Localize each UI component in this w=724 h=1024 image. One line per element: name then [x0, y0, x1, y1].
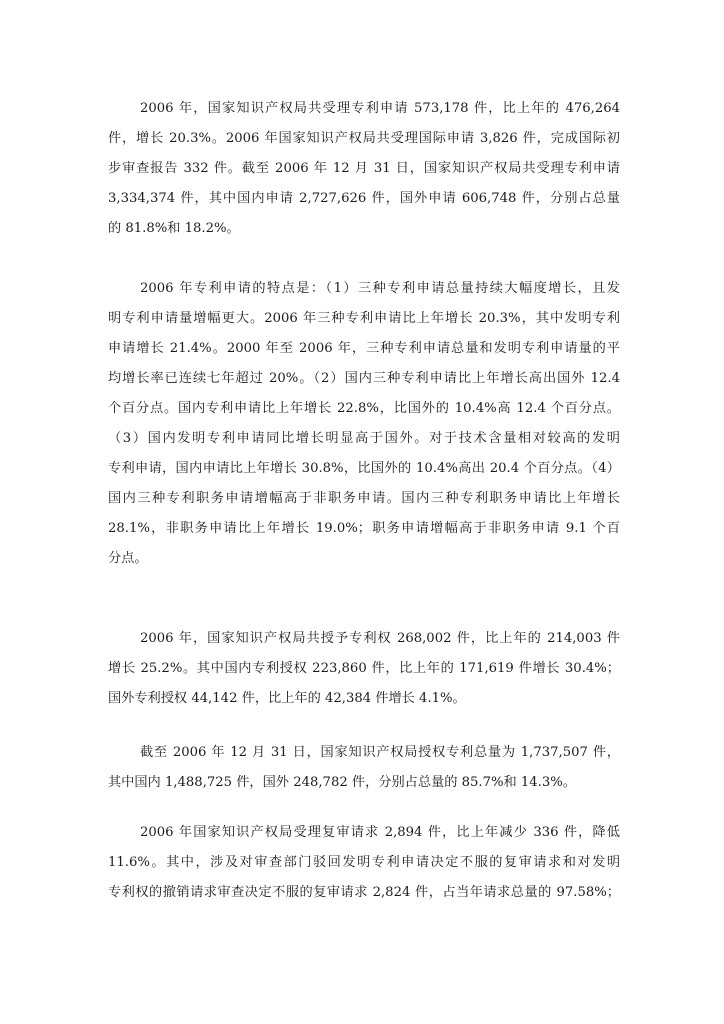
text-line: 11.6%。其中，涉及对审查部门驳回发明专利申请决定不服的复审请求和对发明 [108, 855, 620, 870]
text-line: 截至 2006 年 12 月 31 日，国家知识产权局授权专利总量为 1,737,507 件， [140, 745, 620, 760]
text-line: 国内三种专利职务申请增幅高于非职务申请。国内三种专利职务申请比上年增长 [108, 491, 620, 506]
text-line: 2006 年，国家知识产权局共受理专利申请 573,178 件，比上年的 476,264 [140, 101, 620, 116]
text-line: 均增长率已连续七年超过 20%。（2）国内三种专利申请比上年增长高出国外 12.4 [108, 371, 620, 386]
text-line: 明专利申请量增幅更大。2006 年三种专利申请比上年增长 20.3%，其中发明专利 [108, 311, 620, 326]
text-line: 件，增长 20.3%。2006 年国家知识产权局共受理国际申请 3,826 件，完成国际初 [108, 131, 620, 146]
text-line: （3）国内发明专利申请同比增长明显高于国外。对于技术含量相对较高的发明 [108, 431, 620, 446]
text-line: 28.1%，非职务申请比上年增长 19.0%；职务申请增幅高于非职务申请 9.1 个百 [108, 521, 620, 536]
text-line: 申请增长 21.4%。2000 年至 2006 年，三种专利申请总量和发明专利申请量的平 [108, 341, 620, 356]
text-line: 其中国内 1,488,725 件，国外 248,782 件，分别占总量的 85.7%和 14.3%。 [108, 775, 576, 790]
text-line: 增长 25.2%。其中国内专利授权 223,860 件，比上年的 171,619 件增长 30.4%； [108, 661, 620, 676]
text-line: 步审查报告 332 件。截至 2006 年 12 月 31 日，国家知识产权局共受理专利申请 [108, 161, 620, 176]
text-line: 3,334,374 件，其中国内申请 2,727,626 件，国外申请 606,748 件，分别占总量 [108, 191, 620, 206]
text-line: 的 81.8%和 18.2%。 [108, 221, 240, 236]
text-line: 2006 年，国家知识产权局共授予专利权 268,002 件，比上年的 214,003 件 [140, 631, 620, 646]
text-line: 专利申请，国内申请比上年增长 30.8%，比国外的 10.4%高出 20.4 个百分点。（4） [108, 461, 620, 476]
text-line: 2006 年国家知识产权局受理复审请求 2,894 件，比上年减少 336 件，降低 [140, 825, 620, 840]
text-line: 个百分点。国内专利申请比上年增长 22.8%，比国外的 10.4%高 12.4 个百分点。 [108, 401, 620, 416]
text-line: 分点。 [108, 551, 148, 566]
text-line: 国外专利授权 44,142 件，比上年的 42,384 件增长 4.1%。 [108, 691, 466, 706]
text-line: 专利权的撤销请求审查决定不服的复审请求 2,824 件，占当年请求总量的 97.58%； [108, 885, 620, 900]
text-line: 2006 年专利申请的特点是：（1）三种专利申请总量持续大幅度增长，且发 [140, 281, 620, 296]
